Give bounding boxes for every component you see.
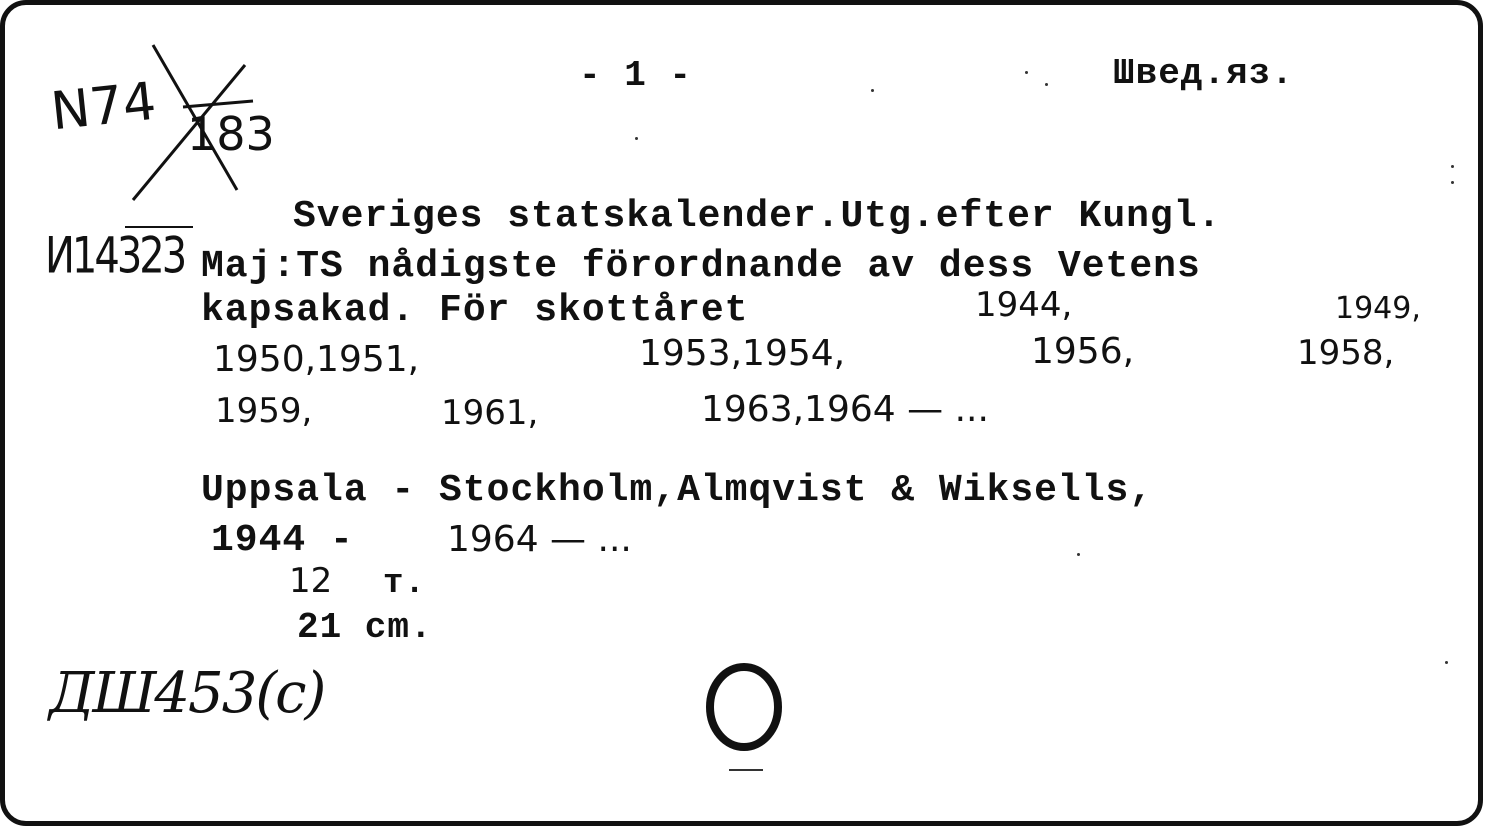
title-line-2: Maj:TS nådigste förordnande av dess Vetens xyxy=(201,245,1201,288)
speck xyxy=(871,89,874,92)
shelf-mark: ДШ453(с) xyxy=(49,661,325,726)
speck xyxy=(635,137,638,140)
title-line-1: Sveriges statskalender.Utg.efter Kungl. xyxy=(293,195,1222,238)
year-1958: 1958, xyxy=(1297,333,1395,373)
speck xyxy=(1445,661,1448,664)
volumes-abbr: т. xyxy=(383,565,426,603)
inventory-number: И14323 xyxy=(45,227,185,285)
imprint-date-typed: 1944 - xyxy=(211,519,378,562)
call-number-right: 183 xyxy=(187,107,275,161)
call-number-left: N74 xyxy=(48,71,159,143)
speck xyxy=(1451,181,1454,184)
year-1963-1964: 1963,1964 — ... xyxy=(701,389,989,430)
year-1956: 1956, xyxy=(1031,331,1135,372)
speck xyxy=(1025,71,1028,74)
title-line-3: kapsakad. För skottåret xyxy=(201,289,749,332)
year-1944: 1944, xyxy=(975,285,1073,325)
year-1949: 1949, xyxy=(1335,291,1421,326)
year-1961: 1961, xyxy=(441,393,539,433)
imprint-line-1: Uppsala - Stockholm,Almqvist & Wiksells, xyxy=(201,469,1154,512)
year-1953-1954: 1953,1954, xyxy=(639,333,846,374)
imprint-date-hand: 1964 — ... xyxy=(447,519,632,560)
size-line: 21 cm. xyxy=(297,607,433,648)
punch-hole xyxy=(710,667,778,747)
volumes-count: 12 xyxy=(289,561,333,601)
year-1950-1951: 1950,1951, xyxy=(213,339,420,380)
speck xyxy=(1451,165,1454,168)
speck xyxy=(1045,83,1048,86)
page-number: - 1 - xyxy=(579,55,693,96)
speck xyxy=(1077,553,1080,556)
year-1959: 1959, xyxy=(215,391,313,431)
language-label: Швед.яз. xyxy=(1113,53,1294,94)
